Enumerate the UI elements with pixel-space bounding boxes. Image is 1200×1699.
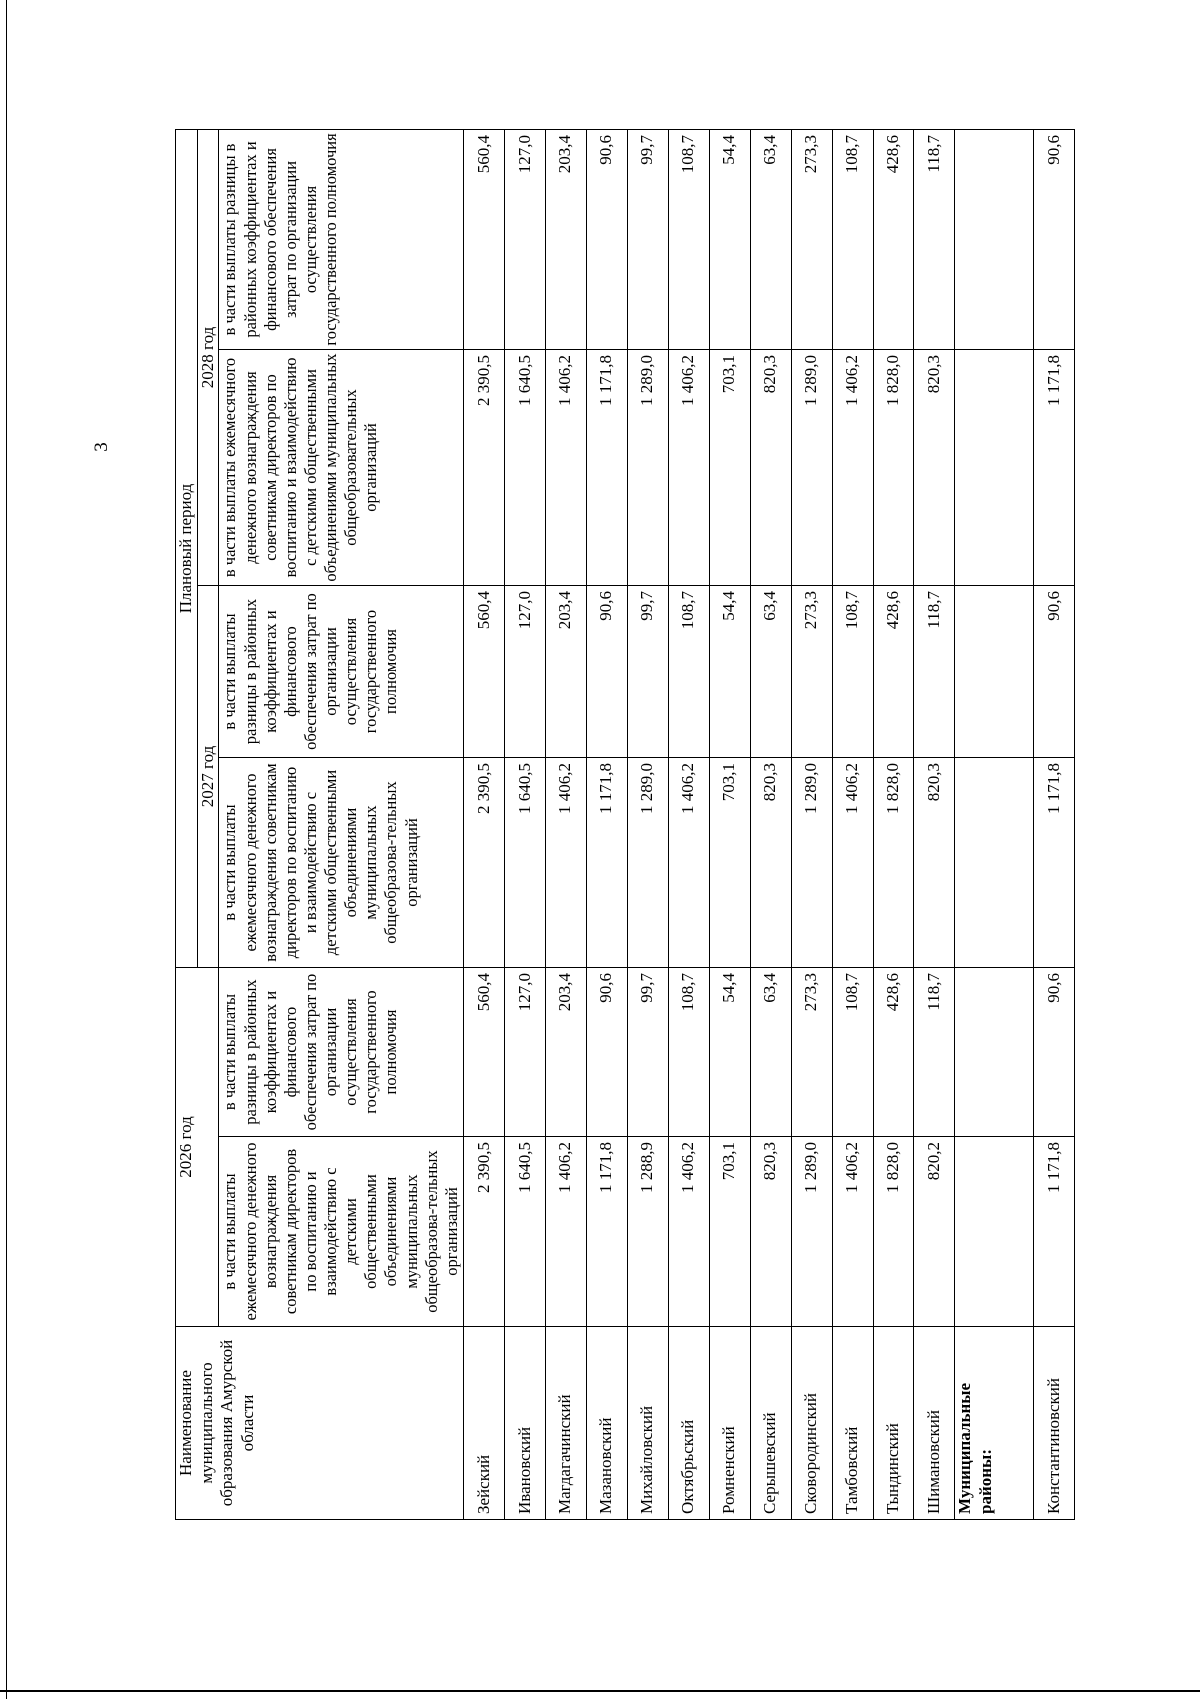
subheader-2026-coef: в части выплаты разницы в районных коэффициентах и финансового обеспечения затрат по организации осуществления государственного полномочия [219, 968, 464, 1137]
cell-value: 54,4 [709, 586, 750, 758]
cell-value: 203,4 [545, 129, 586, 349]
table-row [504, 129, 545, 1519]
cell-value: 1 406,2 [668, 1137, 709, 1327]
row-name: Зейский [463, 1327, 504, 1520]
cell-value: 1 289,0 [791, 1137, 832, 1327]
cell-value: 428,6 [873, 586, 914, 758]
cell-value: 273,3 [791, 586, 832, 758]
cell-value: 118,7 [914, 968, 955, 1137]
cell-value: 108,7 [668, 968, 709, 1137]
cell-value: 1 171,8 [1034, 350, 1075, 586]
subheader-2027-salary: в части выплаты ежемесячного денежного вознаграждения советникам директоров по воспитанию и взаимодействию с детскими общественными объединениями муниципальных общеобразова-тельных организаций [219, 758, 464, 968]
empty-cell [955, 350, 1034, 586]
cell-value: 560,4 [463, 129, 504, 349]
cell-value: 1 640,5 [504, 758, 545, 968]
cell-value: 127,0 [504, 586, 545, 758]
subheader-2028-salary: в части выплаты ежемесячного денежного вознаграждения советникам директоров по воспитанию и взаимодействию с детскими общественными объединениями муниципальных общеобразовательных организаций [219, 350, 464, 586]
column-header-2027: 2027 год [197, 586, 219, 968]
empty-cell [955, 968, 1034, 1137]
cell-value: 1 406,2 [832, 758, 873, 968]
row-name: Мазановский [586, 1327, 627, 1520]
cell-value: 1 289,0 [791, 758, 832, 968]
table-row [545, 129, 586, 1519]
cell-value: 1 289,0 [627, 350, 668, 586]
cell-value: 1 828,0 [873, 350, 914, 586]
cell-value: 1 406,2 [832, 1137, 873, 1327]
section-row [955, 129, 1034, 1519]
cell-value: 1 406,2 [668, 758, 709, 968]
cell-value: 108,7 [832, 129, 873, 349]
table-row [832, 129, 873, 1519]
cell-value: 127,0 [504, 129, 545, 349]
row-name: Сковородинский [791, 1327, 832, 1520]
cell-value: 63,4 [750, 586, 791, 758]
cell-value: 203,4 [545, 586, 586, 758]
cell-value: 108,7 [832, 586, 873, 758]
cell-value: 63,4 [750, 968, 791, 1137]
cell-value: 118,7 [914, 129, 955, 349]
cell-value: 127,0 [504, 968, 545, 1137]
subheader-2026-salary: в части выплаты ежемесячного денежного вознаграждения советникам директоров по воспитанию и взаимодействию с детскими общественными объединениями муниципальных общеобразова-тельных организаций [219, 1137, 464, 1327]
table-row [463, 129, 504, 1519]
empty-cell [955, 129, 1034, 349]
cell-value: 820,2 [914, 1137, 955, 1327]
section-label: Муниципальные районы: [955, 1327, 1034, 1520]
cell-value: 273,3 [791, 129, 832, 349]
empty-cell [955, 586, 1034, 758]
cell-value: 90,6 [586, 968, 627, 1137]
cell-value: 428,6 [873, 968, 914, 1137]
row-name: Ивановский [504, 1327, 545, 1520]
cell-value: 1 171,8 [586, 350, 627, 586]
cell-value: 90,6 [1034, 129, 1075, 349]
cell-value: 108,7 [668, 129, 709, 349]
cell-value: 1 406,2 [832, 350, 873, 586]
cell-value: 99,7 [627, 129, 668, 349]
empty-cell [955, 1137, 1034, 1327]
cell-value: 820,3 [750, 758, 791, 968]
row-name: Шимановский [914, 1327, 955, 1520]
cell-value: 1 171,8 [1034, 1137, 1075, 1327]
cell-value: 54,4 [709, 129, 750, 349]
cell-value: 1 406,2 [545, 758, 586, 968]
table-row [791, 129, 832, 1519]
cell-value: 820,3 [914, 350, 955, 586]
cell-value: 99,7 [627, 968, 668, 1137]
column-header-2028: 2028 год [197, 129, 219, 585]
cell-value: 1 828,0 [873, 1137, 914, 1327]
column-header-planned-period: Плановый период [176, 129, 198, 967]
cell-value: 703,1 [709, 758, 750, 968]
allocation-table [175, 129, 1075, 1520]
row-name: Тындинский [873, 1327, 914, 1520]
cell-value: 108,7 [668, 586, 709, 758]
subheader-2028-coef: в части выплаты разницы в районных коэффициентах и финансового обеспечения затрат по организации осуществления государственного полномочия [219, 129, 464, 349]
cell-value: 90,6 [586, 129, 627, 349]
cell-value: 54,4 [709, 968, 750, 1137]
row-name: Ромненский [709, 1327, 750, 1520]
cell-value: 2 390,5 [463, 350, 504, 586]
column-header-name: Наименование муниципального образования Амурской области [176, 1327, 464, 1520]
cell-value: 63,4 [750, 129, 791, 349]
cell-value: 1 406,2 [668, 350, 709, 586]
cell-value: 90,6 [1034, 586, 1075, 758]
rotated-table-container [175, 130, 1075, 1520]
cell-value: 820,3 [750, 350, 791, 586]
cell-value: 1 171,8 [586, 758, 627, 968]
cell-value: 1 171,8 [1034, 758, 1075, 968]
cell-value: 90,6 [586, 586, 627, 758]
cell-value: 90,6 [1034, 968, 1075, 1137]
table-row [586, 129, 627, 1519]
cell-value: 428,6 [873, 129, 914, 349]
cell-value: 820,3 [914, 758, 955, 968]
cell-value: 1 406,2 [545, 350, 586, 586]
table-row [750, 129, 791, 1519]
column-header-2026: 2026 год [176, 968, 219, 1327]
subheader-2027-coef: в части выплаты разницы в районных коэффициентах и финансового обеспечения затрат по организации осуществления государственного полномочия [219, 586, 464, 758]
cell-value: 560,4 [463, 586, 504, 758]
cell-value: 273,3 [791, 968, 832, 1137]
table-row [668, 129, 709, 1519]
cell-value: 1 406,2 [545, 1137, 586, 1327]
cell-value: 99,7 [627, 586, 668, 758]
table-row [627, 129, 668, 1519]
table-row [709, 129, 750, 1519]
row-name: Константиновский [1034, 1327, 1075, 1520]
cell-value: 1 640,5 [504, 1137, 545, 1327]
cell-value: 2 390,5 [463, 758, 504, 968]
cell-value: 203,4 [545, 968, 586, 1137]
cell-value: 1 289,0 [627, 758, 668, 968]
cell-value: 1 171,8 [586, 1137, 627, 1327]
cell-value: 703,1 [709, 350, 750, 586]
table-row [914, 129, 955, 1519]
cell-value: 2 390,5 [463, 1137, 504, 1327]
left-frame-line [6, 0, 7, 1699]
cell-value: 560,4 [463, 968, 504, 1137]
cell-value: 1 640,5 [504, 350, 545, 586]
cell-value: 820,3 [750, 1137, 791, 1327]
cell-value: 1 289,0 [791, 350, 832, 586]
row-name: Октябрьский [668, 1327, 709, 1520]
bottom-frame-line [0, 1690, 1200, 1692]
table-row [1034, 129, 1075, 1519]
cell-value: 1 828,0 [873, 758, 914, 968]
table-row [873, 129, 914, 1519]
cell-value: 1 288,9 [627, 1137, 668, 1327]
row-name: Тамбовский [832, 1327, 873, 1520]
page-number: 3 [91, 442, 112, 452]
row-name: Серышевский [750, 1327, 791, 1520]
cell-value: 108,7 [832, 968, 873, 1137]
cell-value: 703,1 [709, 1137, 750, 1327]
cell-value: 118,7 [914, 586, 955, 758]
empty-cell [955, 758, 1034, 968]
row-name: Магдагачинский [545, 1327, 586, 1520]
row-name: Михайловский [627, 1327, 668, 1520]
